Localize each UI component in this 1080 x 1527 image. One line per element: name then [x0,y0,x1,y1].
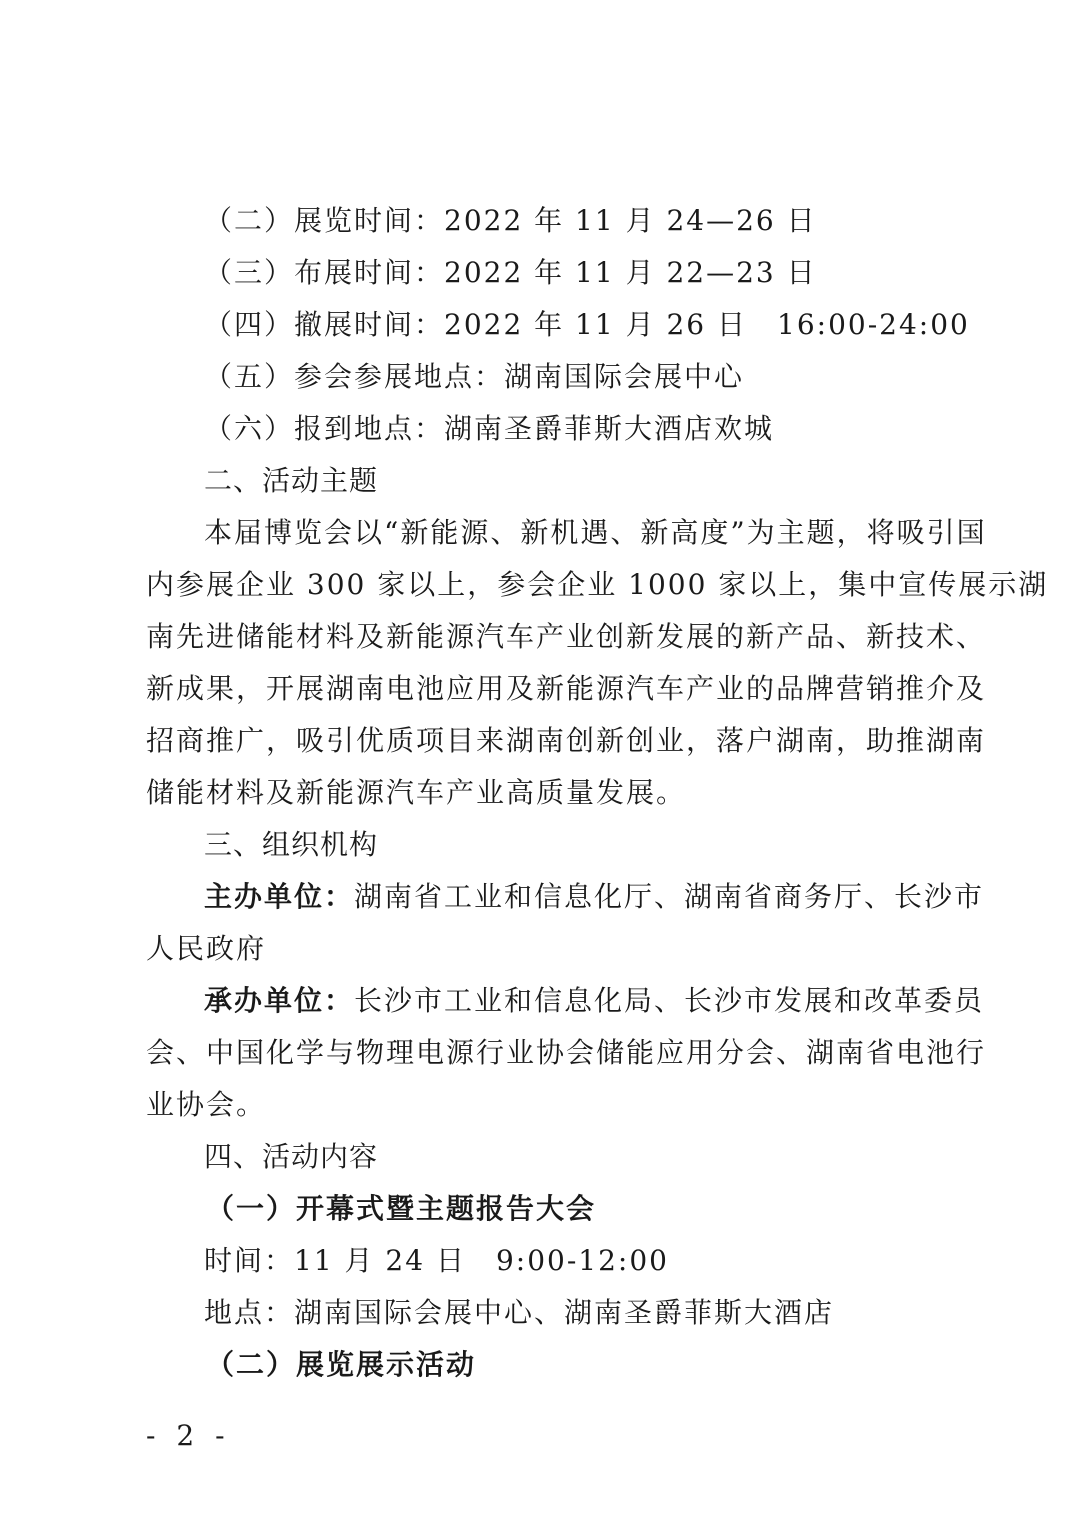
subheading-exhibition-activities: （二）展览展示活动 [206,1348,477,1381]
co-organizer-continuation: 会、中国化学与物理电源行业协会储能应用分会、湖南省电池行 [146,1036,987,1069]
host-units-label: 主办单位： [204,880,355,913]
co-organizer-label: 承办单位： [204,984,355,1017]
page-number: - 2 - [146,1419,231,1452]
theme-paragraph-line: 招商推广，吸引优质项目来湖南创新创业，落户湖南，助推湖南 [146,724,987,757]
section-heading-theme: 二、活动主题 [204,464,379,497]
theme-paragraph-line: 本届博览会以“新能源、新机遇、新高度”为主题，将吸引国 [204,516,987,549]
schedule-venue: （五）参会参展地点：湖南国际会展中心 [204,360,745,393]
co-organizer-text: 长沙市工业和信息化局、长沙市发展和改革委员 [354,984,985,1017]
section-heading-organization: 三、组织机构 [204,828,379,861]
theme-paragraph-line: 新成果，开展湖南电池应用及新能源汽车产业的品牌营销推介及 [146,672,987,705]
host-units-text: 湖南省工业和信息化厅、湖南省商务厅、长沙市 [354,880,985,913]
schedule-exhibition-time: （二）展览时间：2022 年 11 月 24—26 日 [204,204,817,237]
event-time: 时间：11 月 24 日 9:00-12:00 [204,1244,669,1277]
co-organizer-line [204,983,985,1019]
schedule-setup-time: （三）布展时间：2022 年 11 月 22—23 日 [204,256,817,289]
host-units-line [204,879,985,915]
subheading-opening-ceremony: （一）开幕式暨主题报告大会 [206,1192,597,1225]
host-units-continuation: 人民政府 [146,932,267,965]
schedule-checkin-location: （六）报到地点：湖南圣爵菲斯大酒店欢城 [204,412,775,445]
theme-paragraph-line: 储能材料及新能源汽车产业高质量发展。 [146,776,687,809]
section-heading-content: 四、活动内容 [204,1140,379,1173]
co-organizer-continuation: 业协会。 [146,1088,267,1121]
theme-paragraph-line: 内参展企业 300 家以上，参会企业 1000 家以上，集中宣传展示湖 [146,568,1049,601]
theme-paragraph-line: 南先进储能材料及新能源汽车产业创新发展的新产品、新技术、 [146,620,987,653]
schedule-teardown-time: （四）撤展时间：2022 年 11 月 26 日 16:00-24:00 [204,308,970,341]
event-location: 地点：湖南国际会展中心、湖南圣爵菲斯大酒店 [204,1296,835,1329]
